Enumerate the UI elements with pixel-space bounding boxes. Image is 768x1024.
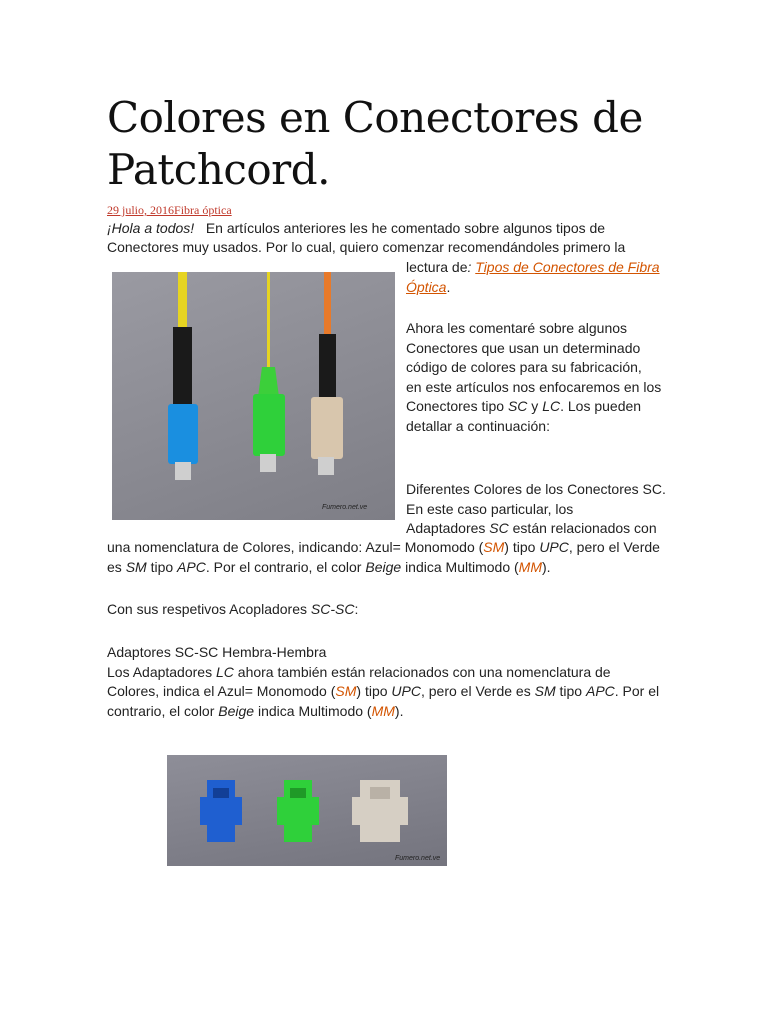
- beige-sc-connector: [311, 397, 343, 459]
- para4: Con sus respetivos Acopladores SC-SC:: [107, 601, 359, 617]
- para3-line: una nomenclatura de Colores, indicando: Azul= Monomodo (SM) tipo UPC, pero el Verde: [107, 539, 660, 555]
- connectors-image: [112, 272, 395, 520]
- para5: [107, 643, 687, 721]
- green-sc-connector: [253, 394, 285, 456]
- para5-line: Los Adaptadores LC ahora también están relacionados con una nomenclatura de: [107, 663, 611, 680]
- para5-heading: Adaptores SC-SC Hembra-Hembra: [107, 644, 327, 660]
- post-meta: [107, 203, 232, 218]
- para2-line: detallar a continuación:: [406, 417, 550, 434]
- ferrule: [260, 454, 276, 472]
- green-boot: [258, 367, 279, 397]
- para2: [406, 319, 676, 436]
- connectors-illustration: [112, 272, 395, 520]
- para3-full: [107, 538, 677, 577]
- para2-line: código de colores para su fabricación,: [406, 359, 642, 375]
- intro-line-1: [107, 219, 667, 239]
- para3-line: Adaptadores SC están relacionados con: [406, 520, 657, 536]
- black-boot: [319, 334, 336, 402]
- para5-line: Colores, indica el Azul= Monomodo (SM) tipo UPC, pero el Verde es SM tipo APC. Por el: [107, 683, 660, 699]
- para3-side: [406, 480, 676, 539]
- intro-text-3: lectura de: [406, 259, 468, 275]
- image-credit: Fumero.net.ve: [322, 504, 368, 511]
- blue-sc-connector: [168, 404, 198, 464]
- para2-line: Conectores que usan un determinado: [406, 339, 641, 356]
- post-category-link[interactable]: Fibra óptica: [174, 203, 232, 217]
- intro-line-2: Conectores muy usados. Por lo cual, quiero comenzar recomendándoles primero la: [107, 239, 626, 255]
- greeting: ¡Hola a todos!: [107, 220, 195, 236]
- ferrule: [175, 462, 191, 480]
- period: .: [446, 279, 451, 295]
- orange-cable: [324, 272, 331, 342]
- para2-line: Conectores tipo SC y LC. Los pueden: [406, 398, 642, 414]
- intro-line-4: [406, 278, 450, 298]
- blue-adapter: [200, 780, 242, 842]
- ferrule: [318, 457, 334, 475]
- colon: :: [467, 259, 472, 275]
- black-boot: [173, 327, 192, 407]
- para2-line: Ahora les comentaré sobre algunos: [406, 320, 628, 336]
- intro-line-3: [406, 258, 666, 278]
- image-credit: Fumero.net.ve: [395, 855, 441, 862]
- yellow-cable: [178, 272, 187, 332]
- intro-text-1: En artículos anteriores les he comentado sobre algunos tipos de: [205, 220, 606, 236]
- beige-adapter: [352, 780, 408, 842]
- para3-line: En este caso particular, los: [406, 500, 574, 517]
- para3-line: Diferentes Colores de los Conectores SC.: [406, 481, 666, 497]
- para2-line: en este artículos nos enfocaremos en los: [406, 378, 662, 395]
- para3-line: es SM tipo APC. Por el contrario, el color Beige indica Multimodo (MM).: [107, 558, 551, 575]
- link-tipos-conectores[interactable]: Tipos de Conectores de Fibra: [475, 259, 660, 275]
- post-date-link[interactable]: 29 julio, 2016: [107, 203, 175, 217]
- page-title: Colores en Conectores de Patchcord.: [107, 93, 643, 194]
- para5-line: contrario, el color Beige indica Multimodo (MM).: [107, 702, 404, 719]
- adapters-illustration: [167, 755, 447, 866]
- green-adapter: [277, 780, 319, 842]
- link-optica[interactable]: Óptica: [406, 279, 447, 295]
- adapters-image: [167, 755, 447, 866]
- yellow-thin-cable: [267, 272, 270, 367]
